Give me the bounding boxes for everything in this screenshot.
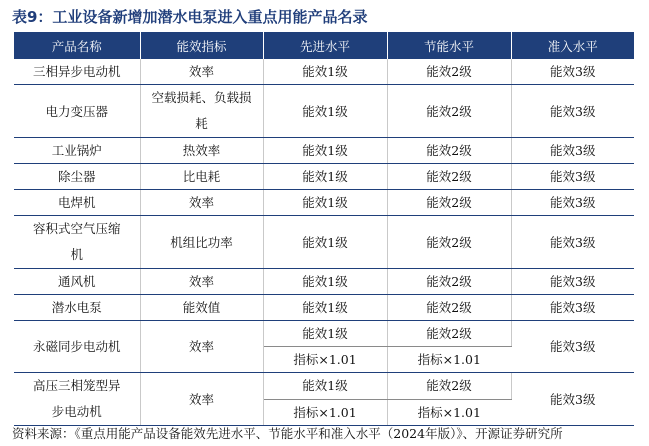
advanced-level-cell: 能效1级 xyxy=(263,85,387,138)
advanced-level-cell: 能效1级 xyxy=(263,269,387,295)
entry-level-cell: 能效3级 xyxy=(511,85,634,138)
advanced-level-cell: 能效1级 xyxy=(263,190,387,216)
table-row xyxy=(14,164,634,190)
product-name-cell: 三相异步电动机 xyxy=(14,59,140,85)
product-name-line: 容积式空气压缩 xyxy=(32,221,121,236)
saving-level-cell: 能效2级 xyxy=(387,269,511,295)
product-name-cell: 永磁同步电动机 xyxy=(14,321,140,373)
product-name-cell: 通风机 xyxy=(14,269,140,295)
table-title: 表9：工业设备新增加潜水电泵进入重点用能产品名录 xyxy=(12,8,368,26)
product-name-cell xyxy=(14,373,140,426)
energy-product-table xyxy=(14,32,634,426)
header-saving-level: 节能水平 xyxy=(387,32,511,59)
table-header-row xyxy=(14,32,634,59)
indicator-line: 耗 xyxy=(195,116,208,131)
product-name-cell: 工业锅炉 xyxy=(14,138,140,164)
advanced-level-cell: 能效1级 xyxy=(263,164,387,190)
product-name-line: 机 xyxy=(70,247,83,262)
product-name-cell: 电力变压器 xyxy=(14,85,140,138)
header-indicator: 能效指标 xyxy=(140,32,263,59)
indicator-cell: 效率 xyxy=(140,59,263,85)
advanced-level-cell: 能效1级 xyxy=(263,216,387,269)
table-row xyxy=(14,190,634,216)
product-name-cell: 电焊机 xyxy=(14,190,140,216)
product-name-cell: 除尘器 xyxy=(14,164,140,190)
saving-level-cell: 能效2级 xyxy=(387,164,511,190)
entry-level-cell: 能效3级 xyxy=(511,216,634,269)
indicator-cell: 效率 xyxy=(140,269,263,295)
advanced-level-cell: 能效1级 xyxy=(263,138,387,164)
product-name-line: 步电动机 xyxy=(51,404,102,419)
header-advanced-level: 先进水平 xyxy=(263,32,387,59)
header-entry-level: 准入水平 xyxy=(511,32,634,59)
indicator-cell: 比电耗 xyxy=(140,164,263,190)
indicator-line: 空载损耗、负载损 xyxy=(151,90,252,105)
entry-level-cell: 能效3级 xyxy=(511,164,634,190)
product-name-line: 高压三相笼型异 xyxy=(32,378,121,393)
saving-level-cell: 能效2级 xyxy=(387,85,511,138)
indicator-cell: 效率 xyxy=(140,190,263,216)
advanced-level-cell: 能效1级 xyxy=(263,59,387,85)
advanced-level-cell: 能效1级 xyxy=(263,321,387,347)
product-name-cell: 潜水电泵 xyxy=(14,295,140,321)
advanced-level-cell: 能效1级 xyxy=(263,373,387,400)
entry-level-cell: 能效3级 xyxy=(511,269,634,295)
header-product-name: 产品名称 xyxy=(14,32,140,59)
saving-level-cell: 能效2级 xyxy=(387,190,511,216)
entry-level-cell: 能效3级 xyxy=(511,190,634,216)
table-row xyxy=(14,216,634,269)
table-row xyxy=(14,373,634,400)
entry-level-cell: 能效3级 xyxy=(511,138,634,164)
advanced-multiplier-cell: 指标×1.01 xyxy=(263,347,387,373)
product-name-cell xyxy=(14,216,140,269)
saving-level-cell: 能效2级 xyxy=(387,138,511,164)
indicator-cell: 效率 xyxy=(140,373,263,426)
saving-level-cell: 能效2级 xyxy=(387,321,511,347)
table-row xyxy=(14,59,634,85)
saving-level-cell: 能效2级 xyxy=(387,216,511,269)
entry-level-cell: 能效3级 xyxy=(511,373,634,426)
indicator-cell: 效率 xyxy=(140,321,263,373)
saving-multiplier-cell: 指标×1.01 xyxy=(387,347,511,373)
indicator-cell: 热效率 xyxy=(140,138,263,164)
saving-level-cell: 能效2级 xyxy=(387,59,511,85)
source-note: 资料来源：《重点用能产品设备能效先进水平、节能水平和准入水平（2024年版）》、开源证券研究所 xyxy=(12,426,563,441)
table-row xyxy=(14,85,634,138)
indicator-cell: 机组比功率 xyxy=(140,216,263,269)
entry-level-cell: 能效3级 xyxy=(511,295,634,321)
table-row xyxy=(14,138,634,164)
saving-multiplier-cell: 指标×1.01 xyxy=(387,399,511,426)
advanced-multiplier-cell: 指标×1.01 xyxy=(263,399,387,426)
indicator-cell xyxy=(140,85,263,138)
table-row xyxy=(14,269,634,295)
entry-level-cell: 能效3级 xyxy=(511,59,634,85)
indicator-cell: 能效值 xyxy=(140,295,263,321)
table-row xyxy=(14,321,634,347)
saving-level-cell: 能效2级 xyxy=(387,373,511,400)
saving-level-cell: 能效2级 xyxy=(387,295,511,321)
entry-level-cell: 能效3级 xyxy=(511,321,634,373)
table-row xyxy=(14,295,634,321)
advanced-level-cell: 能效1级 xyxy=(263,295,387,321)
